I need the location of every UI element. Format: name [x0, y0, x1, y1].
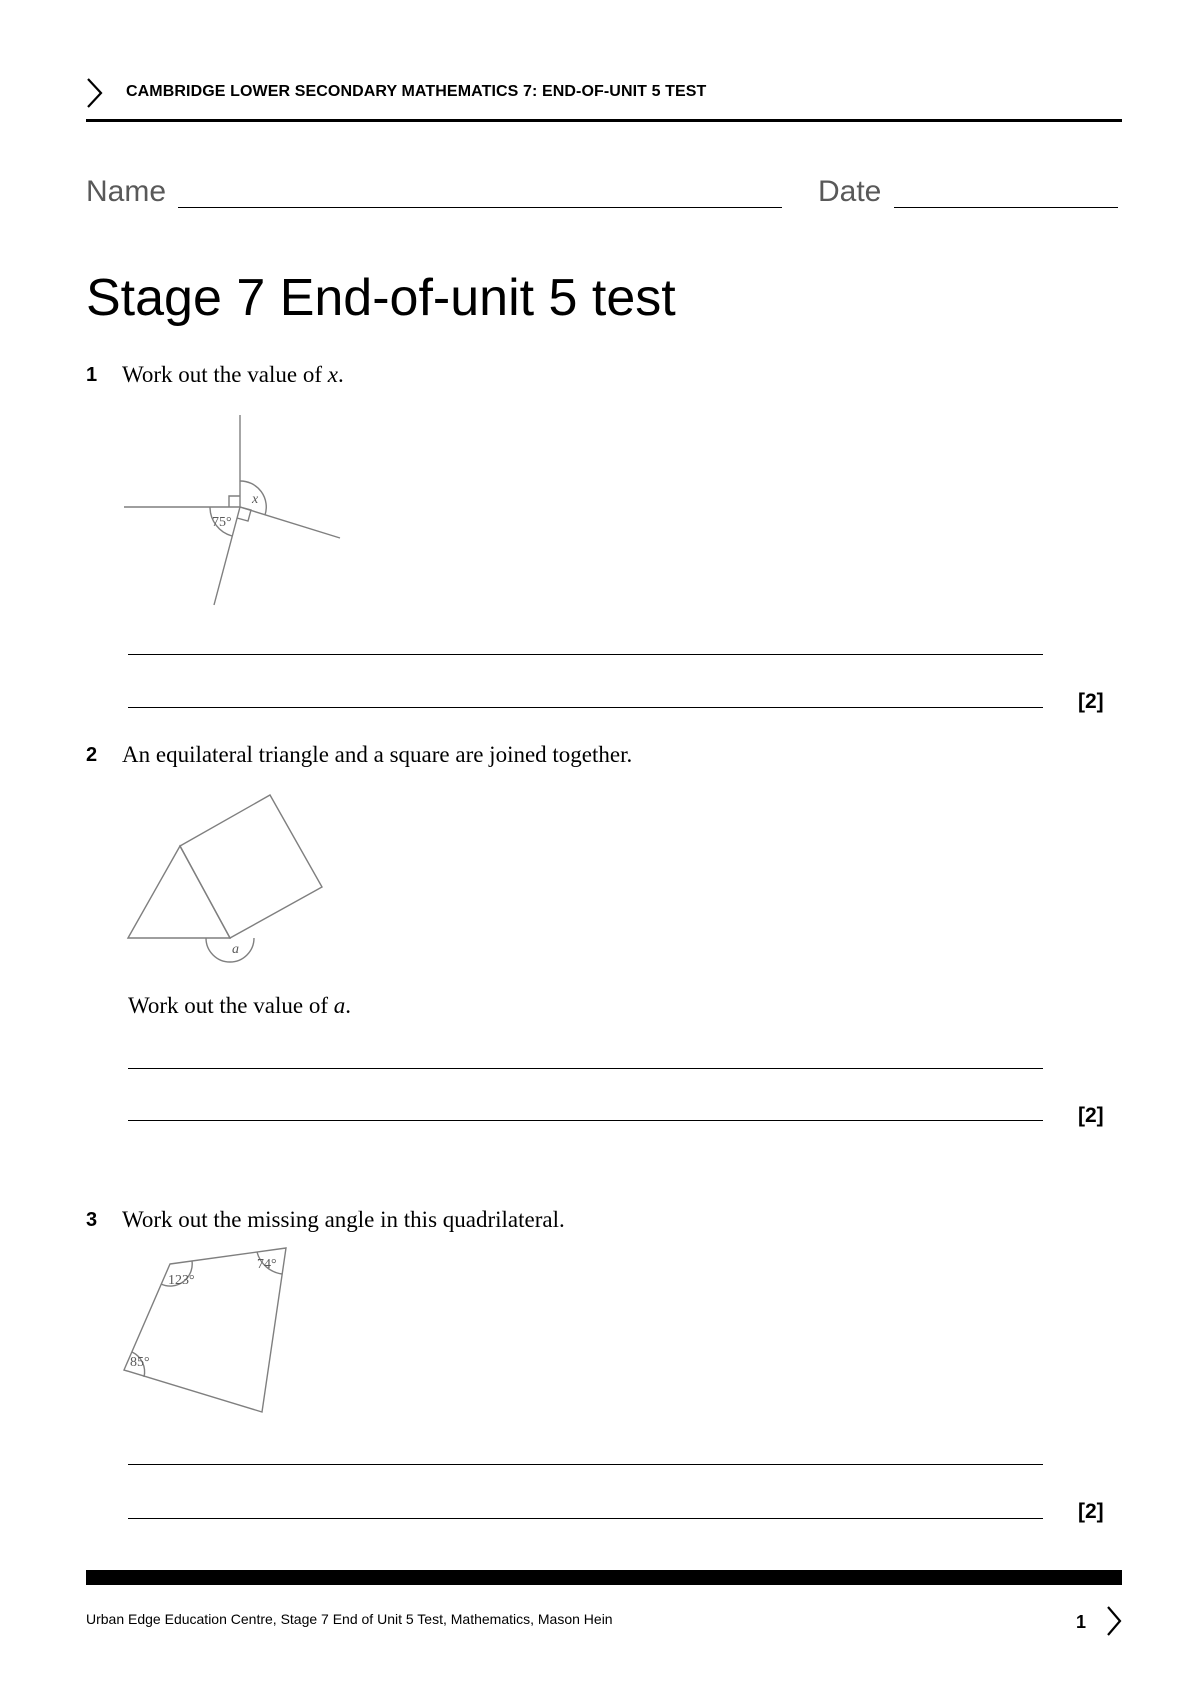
label-75-degrees: 75°: [212, 515, 232, 530]
question-1-diagram: [110, 410, 350, 615]
question-3-text: Work out the missing angle in this quadrilateral.: [122, 1207, 565, 1232]
question-2-number: 2: [86, 744, 98, 766]
question-3-marks: [2]: [1078, 1500, 1104, 1523]
question-2-diagram: [120, 785, 340, 970]
question-2-text: An equilateral triangle and a square are joined together.: [122, 742, 633, 767]
label-123-degrees: 123°: [168, 1273, 195, 1288]
label-74-degrees: 74°: [257, 1257, 277, 1272]
question-1-text: Work out the value of x.: [122, 362, 344, 387]
page-title: Stage 7 End-of-unit 5 test: [86, 269, 676, 327]
date-field-line[interactable]: [894, 207, 1118, 208]
chevron-right-icon: [1104, 1604, 1124, 1638]
answer-line[interactable]: [128, 1068, 1043, 1069]
chevron-right-icon: [84, 76, 106, 110]
label-a: a: [232, 942, 239, 957]
label-x: x: [252, 492, 259, 507]
answer-line[interactable]: [128, 1518, 1043, 1519]
answer-line[interactable]: [128, 654, 1043, 655]
question-1-number: 1: [86, 364, 98, 386]
date-label: Date: [818, 175, 882, 208]
label-85-degrees: 85°: [130, 1355, 150, 1370]
page-number: 1: [1076, 1612, 1087, 1632]
question-1-marks: [2]: [1078, 690, 1104, 713]
footer-bar: [86, 1570, 1122, 1585]
header-title: CAMBRIDGE LOWER SECONDARY MATHEMATICS 7: END-OF-UNIT 5 TEST: [126, 83, 707, 100]
footer-text: Urban Edge Education Centre, Stage 7 End of Unit 5 Test, Mathematics, Mason Hein: [86, 1611, 613, 1627]
answer-line[interactable]: [128, 707, 1043, 708]
question-3-diagram: [110, 1240, 300, 1420]
name-field-line[interactable]: [178, 207, 782, 208]
answer-line[interactable]: [128, 1464, 1043, 1465]
header-rule: [86, 119, 1122, 122]
question-2-followup: Work out the value of a.: [128, 993, 351, 1018]
answer-line[interactable]: [128, 1120, 1043, 1121]
question-2-marks: [2]: [1078, 1104, 1104, 1127]
question-3-number: 3: [86, 1209, 98, 1231]
name-label: Name: [86, 175, 167, 208]
